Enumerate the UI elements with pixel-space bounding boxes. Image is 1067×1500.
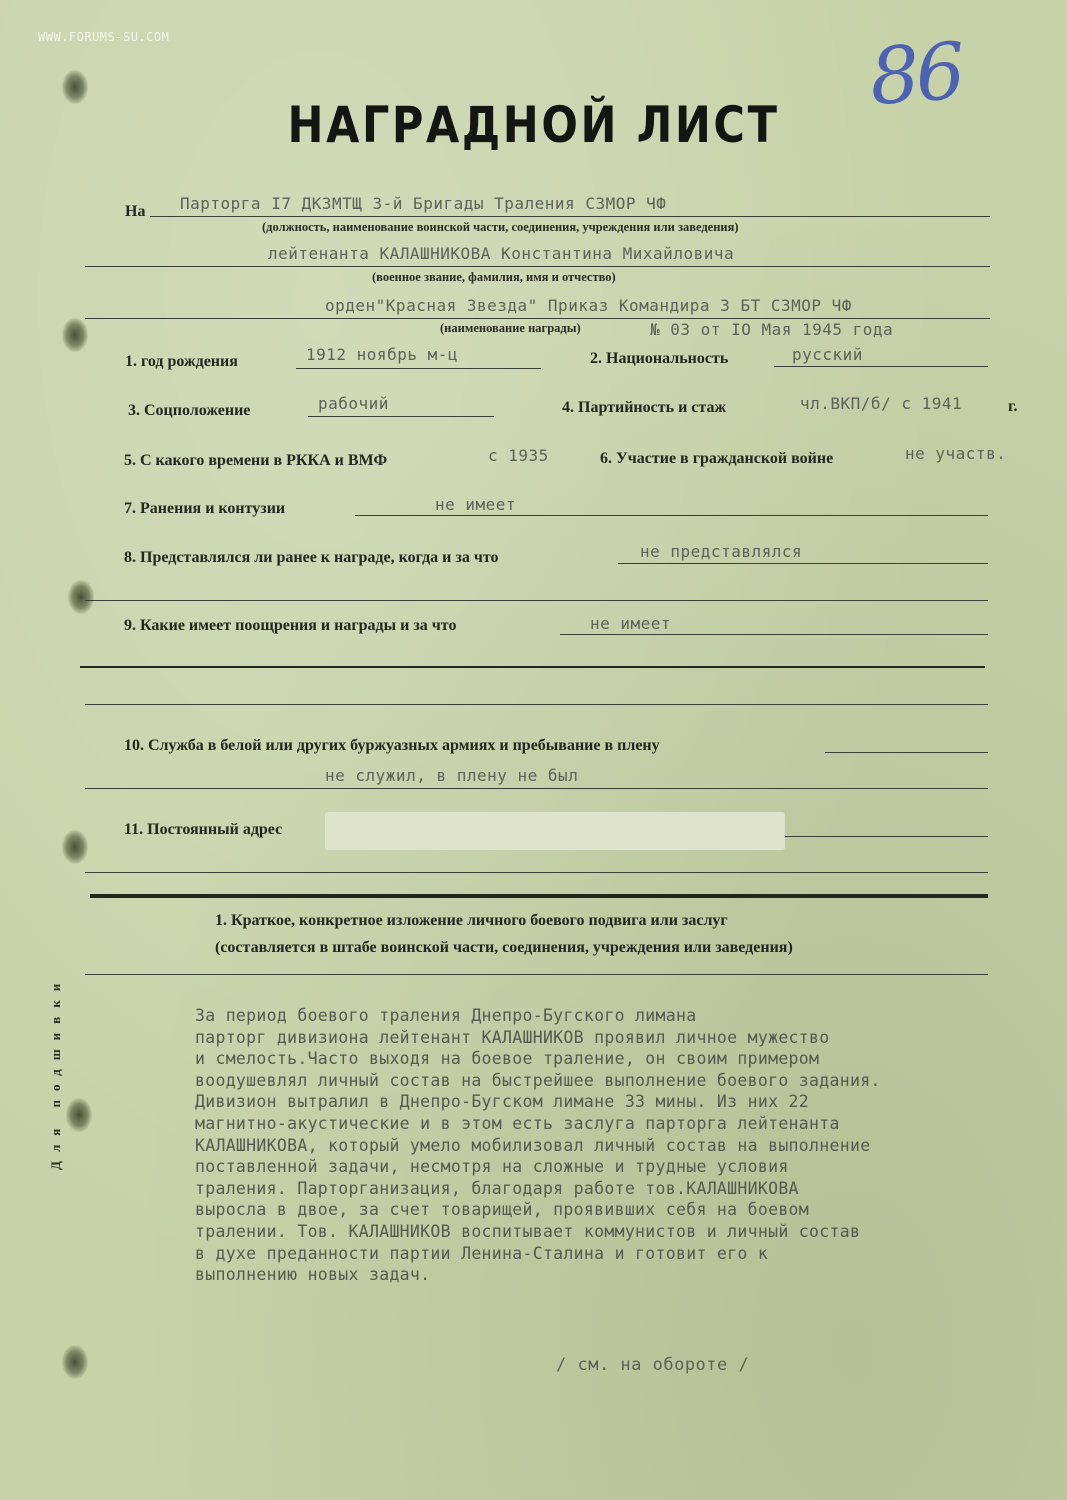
previous-awards-label: 8. Представлялся ли ранее к награде, когда и за что	[124, 549, 499, 566]
narrative-line: в духе преданности партии Ленина-Сталина и готовит его к	[195, 1243, 769, 1263]
see-reverse-note: / см. на обороте /	[556, 1355, 750, 1375]
narrative-line: тралении. Тов. КАЛАШНИКОВ воспитывает коммунистов и личный состав	[195, 1221, 861, 1241]
section-line	[85, 974, 988, 975]
commendations-value: не имеет	[590, 614, 672, 633]
narrative-line: За период боевого траления Днепро-Бугского лимана	[195, 1006, 697, 1025]
section-heading: 1. Краткое, конкретное изложение личного боевого подвига или заслуг	[215, 912, 728, 929]
narrative-line: поставленной задачи, несмотря на сложные и трудные условия	[195, 1157, 789, 1177]
social-origin-value: рабочий	[318, 394, 389, 413]
narrative-line: парторг дивизиона лейтенант КАЛАШНИКОВ проявил личное мужество	[195, 1027, 830, 1047]
wounds-value: не имеет	[435, 495, 517, 514]
address-line-2	[85, 872, 988, 873]
award-value-1: орден"Красная Звезда" Приказ Командира 3 БТ СЗМОР ЧФ	[325, 296, 852, 315]
wounds-line	[355, 515, 988, 516]
civil-war-value: не участв.	[905, 444, 1007, 463]
service-since-value: с 1935	[488, 446, 549, 465]
white-army-line-2	[85, 788, 988, 789]
binding-margin-text: Для подшивки	[48, 974, 63, 1170]
social-origin-label: 3. Соцположение	[128, 402, 251, 419]
party-year-suffix: г.	[1008, 398, 1018, 415]
binding-margin	[38, 880, 74, 1180]
watermark: WWW.FORUMS-SU.COM	[38, 30, 170, 44]
party-value: чл.ВКП/б/ с 1941	[800, 394, 963, 413]
position-line	[150, 216, 990, 217]
birth-year-label: 1. год рождения	[125, 353, 238, 370]
section-separator	[90, 894, 988, 898]
service-since-label: 5. С какого времени в РККА и ВМФ	[124, 452, 388, 469]
commendations-line	[560, 634, 988, 635]
narrative-line: и смелость.Часто выходя на боевое траление, он своим примером	[195, 1049, 820, 1069]
white-army-value: не служил, в плену не был	[325, 766, 579, 785]
document-title: НАГРАДНОЙ ЛИСТ	[287, 96, 780, 154]
na-label: На	[125, 203, 146, 220]
archive-number: 86	[866, 26, 965, 124]
section-subheading: (составляется в штабе воинской части, соединения, учреждения или заведения)	[215, 939, 793, 956]
narrative-line: выросла в двое, за счет товарищей, проявивших себя на боевом	[195, 1200, 810, 1220]
previous-awards-line-2	[85, 600, 988, 601]
name-caption: (военное звание, фамилия, имя и отчество)	[372, 270, 616, 284]
punch-hole	[62, 318, 88, 352]
award-caption: (наименование награды)	[440, 321, 581, 335]
white-army-line	[825, 752, 988, 753]
narrative-line: КАЛАШНИКОВА, который умело мобилизовал личный состав на выполнение	[195, 1135, 871, 1155]
previous-awards-value: не представлялся	[640, 542, 803, 561]
name-value: лейтенанта КАЛАШНИКОВА Константина Михайловича	[268, 244, 735, 263]
narrative-text	[195, 1005, 1055, 1286]
narrative-line: Дивизион вытралил в Днепро-Бугском лимане 33 мины. Из них 22	[195, 1092, 810, 1112]
nationality-label: 2. Национальность	[590, 350, 729, 367]
white-army-label: 10. Служба в белой или других буржуазных армиях и пребывание в плену	[124, 737, 660, 754]
birth-year-value: 1912 ноябрь м-ц	[306, 345, 458, 364]
wounds-label: 7. Ранения и контузии	[124, 500, 286, 517]
narrative-line: магнитно-акустические и в этом есть заслуга парторга лейтенанта	[195, 1113, 840, 1133]
narrative-line: воодушевлял личный состав на быстрейшее выполнение боевого задания.	[195, 1070, 881, 1090]
narrative-line: выполнению новых задач.	[195, 1265, 431, 1285]
commendations-line-2	[85, 704, 988, 705]
address-label: 11. Постоянный адрес	[124, 821, 283, 838]
previous-awards-line	[618, 563, 988, 564]
address-line	[785, 836, 988, 837]
birth-year-line	[296, 368, 541, 369]
position-value: Парторга I7 ДКЗМТЩ 3-й Бригады Траления СЗМОР ЧФ	[180, 194, 667, 213]
address-redacted	[325, 812, 785, 850]
nationality-line	[774, 366, 988, 367]
name-line	[85, 266, 990, 267]
commendations-label: 9. Какие имеет поощрения и награды и за что	[124, 617, 457, 634]
nationality-value: русский	[792, 345, 863, 364]
party-label: 4. Партийность и стаж	[562, 399, 727, 416]
civil-war-label: 6. Участие в гражданской войне	[600, 450, 834, 467]
position-caption: (должность, наименование воинской части, соединения, учреждения или заведения)	[262, 220, 739, 234]
narrative-line: траления. Парторганизация, благодаря работе тов.КАЛАШНИКОВА	[195, 1178, 799, 1198]
punch-hole	[62, 1345, 88, 1379]
punch-hole	[62, 830, 88, 864]
award-value-2: № 03 от IO Мая 1945 года	[650, 320, 894, 339]
separator	[80, 666, 985, 668]
punch-hole	[68, 580, 94, 614]
social-origin-line	[308, 416, 494, 417]
award-line	[85, 318, 990, 319]
